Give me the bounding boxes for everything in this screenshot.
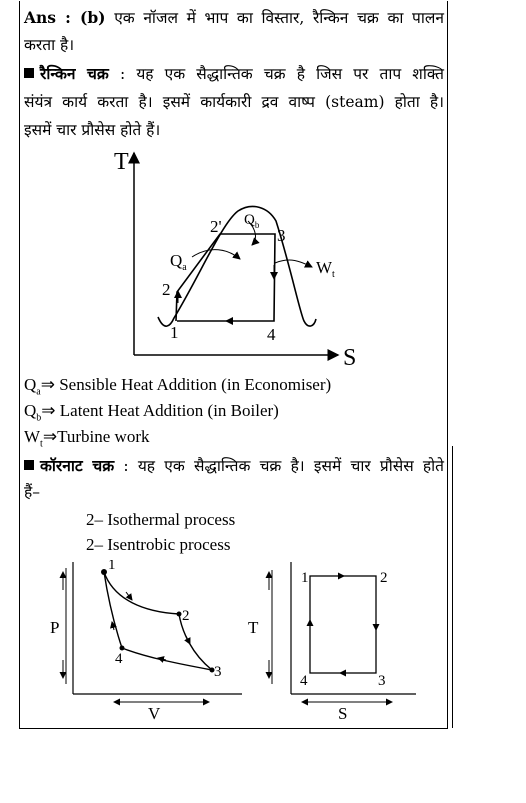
rankine-heading: रैन्किन चक्र — [40, 64, 109, 83]
carnot-pv-diagram — [44, 560, 250, 725]
bullet-square-icon — [24, 68, 34, 78]
carnot-heading: कॉरनाट चक्र — [40, 456, 115, 475]
pv-point-2: 2 — [182, 608, 190, 624]
rankine-text-1: : यह एक सैद्धान्तिक चक्र है जिस पर ताप शक्ति — [119, 65, 444, 83]
process-isothermal: 2– Isothermal process — [86, 510, 236, 529]
right-rule — [452, 446, 453, 728]
answer-label: Ans : (b) — [24, 8, 106, 27]
pv-axis-v: V — [148, 704, 161, 723]
legend-qa: $Q_a\Rightarrow$ Sensible Heat Addition (in Economiser) — [24, 375, 332, 398]
qa-label: $Q_a$ — [170, 251, 187, 273]
ts-point-2: 2 — [380, 570, 388, 586]
answer-line-2: करता है। — [24, 36, 75, 54]
pv-axis-p: P — [50, 618, 60, 637]
point-label-2: 2 — [162, 280, 171, 299]
rankine-ts-diagram — [100, 145, 370, 370]
ts-point-3: 3 — [378, 673, 386, 689]
carnot-text-1: : यह एक सैद्धान्तिक चक्र है। इसमें चार प्रौसेस होते — [123, 457, 444, 475]
legend-qb: $Q_b\Rightarrow$ Latent Heat Addition (in Boiler) — [24, 401, 279, 424]
ts-point-4: 4 — [300, 673, 308, 689]
point-label-1: 1 — [170, 323, 179, 342]
pv-point-1: 1 — [108, 560, 116, 573]
ts-axis-s: S — [338, 704, 348, 723]
axis-label-s: S — [343, 345, 357, 370]
rankine-line-1 — [24, 60, 444, 88]
qb-label: $Q_b$ — [244, 212, 260, 230]
answer-text: एक नॉजल में भाप का विस्तार, रैन्किन चक्र का पालन — [114, 9, 444, 27]
point-label-2-prime: 2' — [210, 217, 222, 236]
carnot-ts-diagram — [244, 560, 424, 725]
axis-label-t: T — [114, 149, 129, 175]
bullet-square-icon — [24, 460, 34, 470]
ts-point-1: 1 — [301, 570, 309, 586]
ts-axis-t: T — [248, 618, 259, 637]
pv-point-3: 3 — [214, 664, 222, 680]
point-label-4: 4 — [267, 325, 276, 344]
answer-line-1 — [24, 4, 444, 32]
process-isentropic: 2– Isentrobic process — [86, 535, 231, 554]
point-label-3: 3 — [277, 226, 286, 245]
rankine-line-3: इसमें चार प्रौसेस होते हैं। — [24, 121, 161, 139]
carnot-line-2: हैं– — [24, 483, 40, 501]
pv-point-4: 4 — [115, 651, 123, 667]
carnot-line-1 — [24, 452, 444, 480]
legend-wt: $W_t\Rightarrow Turbine$ work — [24, 427, 150, 450]
wt-label: $W_t$ — [316, 258, 335, 280]
rankine-line-2: संयंत्र कार्य करता है। इसमें कार्यकारी द्रव वाष्प (steam) होता है। — [24, 93, 444, 111]
